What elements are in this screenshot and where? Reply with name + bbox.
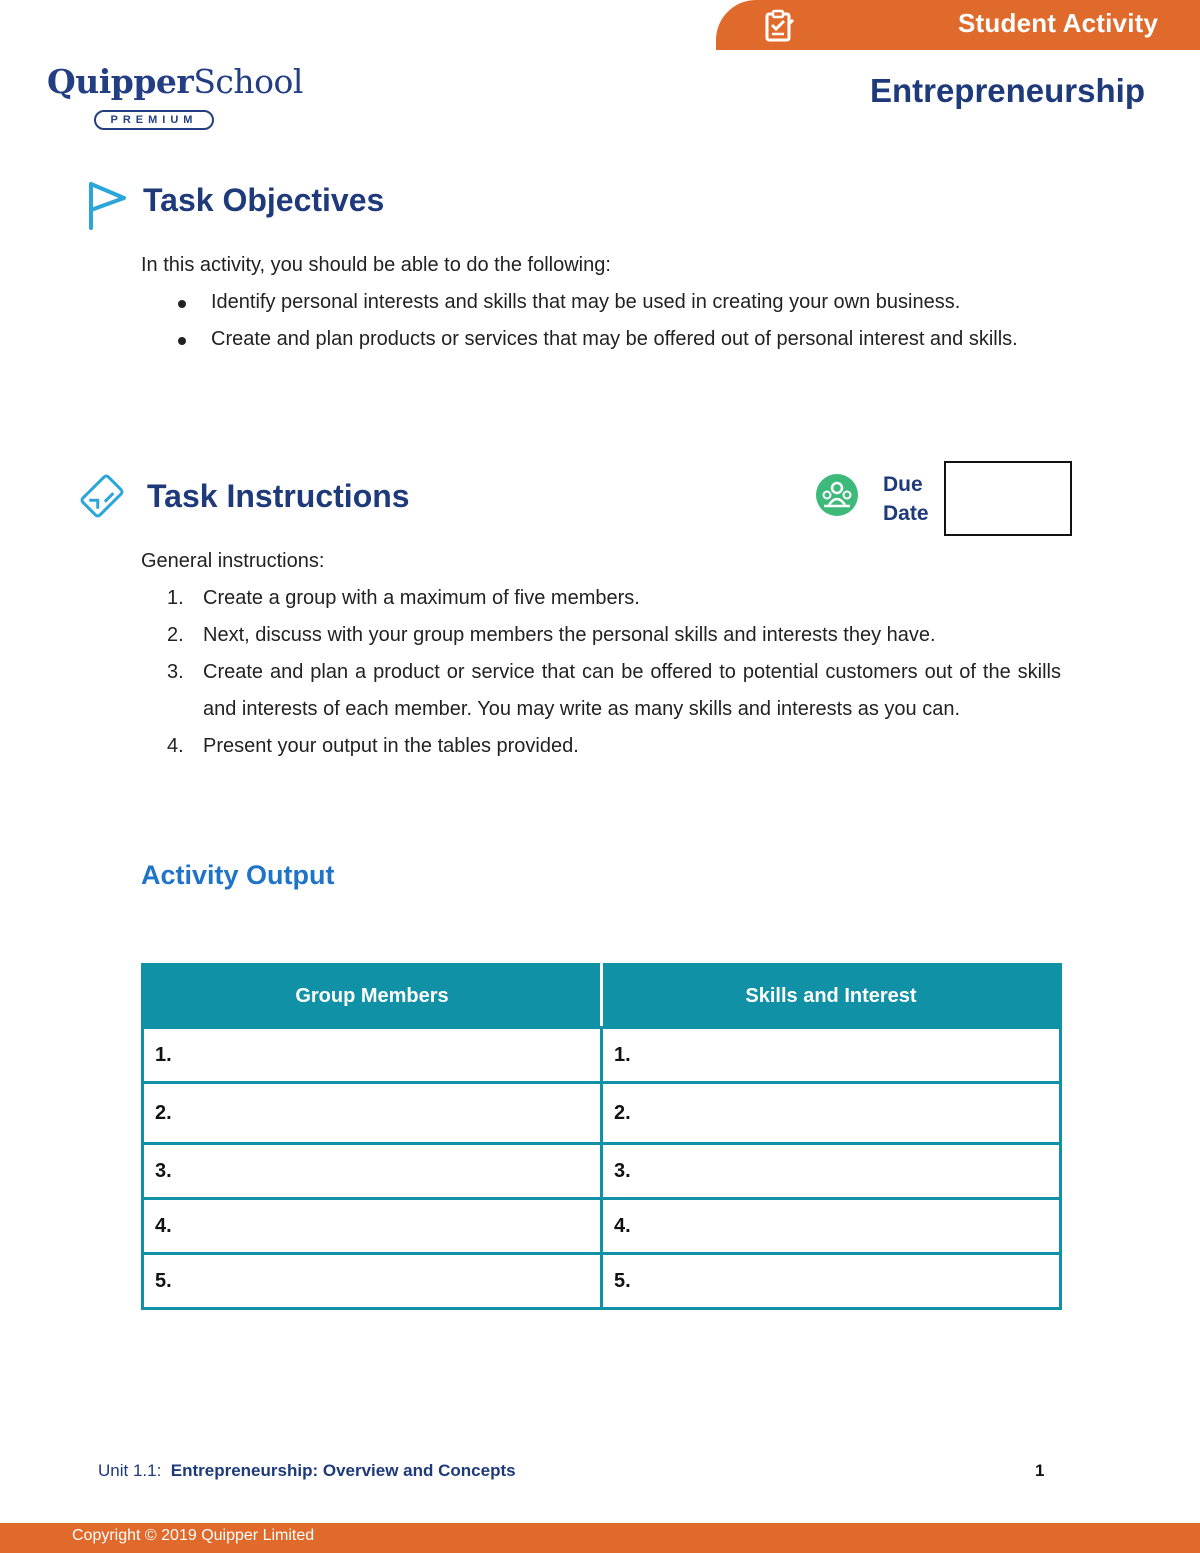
step-text: Next, discuss with your group members the personal skills and interests they have. (203, 624, 936, 646)
table-cell[interactable]: 4. (602, 1199, 1061, 1254)
step-number: 3. (167, 661, 184, 683)
clipboard-check-icon (762, 9, 796, 43)
due-label-line1: Due (883, 473, 923, 496)
unit-title: Entrepreneurship: Overview and Concepts (170, 1461, 516, 1480)
activity-output-table (141, 963, 1062, 1310)
objectives-intro: In this activity, you should be able to do the following: (141, 254, 611, 276)
logo-premium-badge: PREMIUM (94, 110, 214, 130)
instruction-steps (141, 580, 1061, 765)
brand-logo (47, 62, 303, 101)
table-row (143, 1254, 1061, 1309)
table-cell[interactable]: 1. (143, 1028, 602, 1083)
instructions-icon (74, 468, 130, 524)
table-cell[interactable]: 5. (602, 1254, 1061, 1309)
table-row (143, 1028, 1061, 1083)
list-item: Create and plan products or services that may be offered out of personal interest and skills. (141, 321, 1047, 358)
list-item (141, 654, 1061, 728)
table-row (143, 1199, 1061, 1254)
activity-output-title: Activity Output (141, 860, 335, 890)
step-text: Present your output in the tables provided. (203, 735, 579, 757)
table-cell[interactable]: 3. (602, 1144, 1061, 1199)
table-row (143, 1083, 1061, 1144)
table-header-row (143, 965, 1061, 1028)
step-text: Create a group with a maximum of five members. (203, 587, 640, 609)
header-skills-interest: Skills and Interest (602, 965, 1061, 1028)
header-group-members: Group Members (143, 965, 602, 1028)
table-row (143, 1144, 1061, 1199)
step-text: Create and plan a product or service that can be offered to potential customers out of the skills and interests of each member. You may write as many skills and interests as you can. (203, 661, 1061, 720)
list-item (141, 617, 1061, 654)
table-cell[interactable]: 3. (143, 1144, 602, 1199)
subject-title: Entrepreneurship (869, 72, 1145, 109)
step-number: 2. (167, 624, 184, 646)
objectives-title: Task Objectives (143, 182, 385, 218)
due-label-line2: Date (883, 502, 929, 525)
table-cell[interactable]: 2. (143, 1083, 602, 1144)
logo-bold: Quipper (47, 62, 194, 101)
step-number: 1. (167, 587, 184, 609)
page-number: 1 (1035, 1461, 1045, 1480)
table-cell[interactable]: 4. (143, 1199, 602, 1254)
instructions-title: Task Instructions (147, 478, 410, 514)
due-date-field[interactable] (944, 461, 1072, 536)
logo-regular: School (193, 62, 303, 101)
list-item (141, 580, 1061, 617)
unit-prefix: Unit 1.1: (98, 1461, 162, 1480)
table-cell[interactable]: 5. (143, 1254, 602, 1309)
flag-icon (86, 180, 130, 232)
copyright-text: Copyright © 2019 Quipper Limited (72, 1527, 315, 1544)
general-instructions-label: General instructions: (141, 550, 325, 572)
group-icon (815, 473, 859, 517)
table-cell[interactable]: 1. (602, 1028, 1061, 1083)
table-cell[interactable]: 2. (602, 1083, 1061, 1144)
due-date-label (883, 470, 929, 528)
list-item (141, 728, 1061, 765)
list-item: Identify personal interests and skills that may be used in creating your own business. (141, 284, 1047, 321)
tab-label: Student Activity (958, 8, 1159, 38)
footer-unit (98, 1461, 516, 1481)
step-number: 4. (167, 735, 184, 757)
objectives-list (141, 284, 1047, 358)
